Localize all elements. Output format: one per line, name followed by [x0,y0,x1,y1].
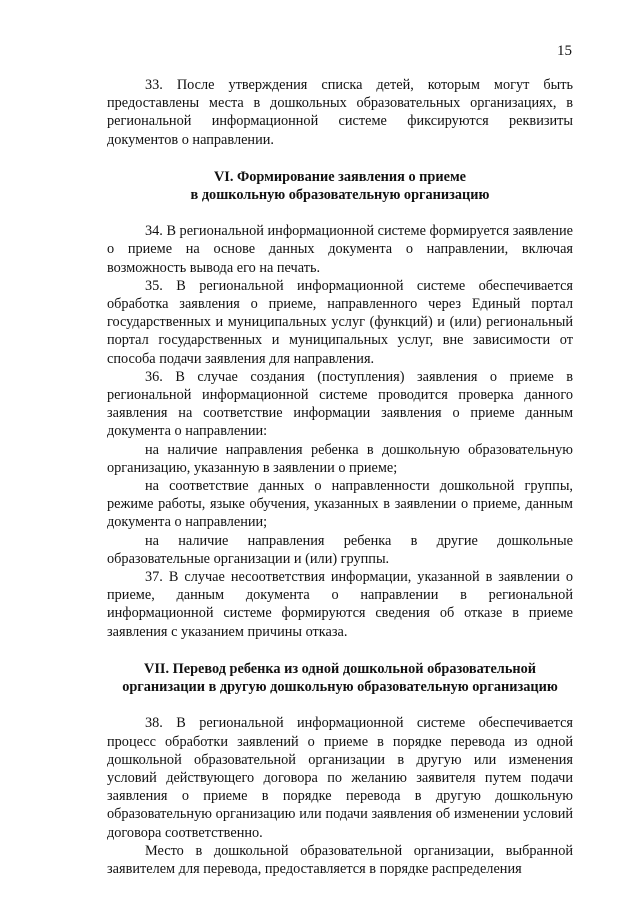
paragraph-35: 35. В региональной информационной системе обеспечивается обработка заявления о приеме, направленного через Единый портал государственных и муниципальных услуг (функций) и (или) региональный портал государственных и муниципальных услуг, вне зависимости от способа подачи заявления для направления. [107,277,573,367]
paragraph-38: 38. В региональной информационной системе обеспечивается процесс обработки заявлений о приеме в порядке перевода из одной дошкольной образовательной организации в другую или изменения условий действующего договора по желанию заявителя путем подачи заявления о приеме в порядке перевода в другую дошкольную образовательную организацию или подачи заявления об изменении условий договора соответственно. [107,715,573,841]
section-heading-vii-line2: организации в другую дошкольную образовательную организацию [122,679,558,696]
paragraph-36-item-a: на наличие направления ребенка в дошкольную образовательную организацию, указанную в заявлении о приеме; [107,441,573,476]
paragraph-34: 34. В региональной информационной системе формируется заявление о приеме на основе данных документа о направлении, включая возможность вывода его на печать. [107,223,573,276]
paragraph-36-item-b: на соответствие данных о направленности дошкольной группы, режиме работы, языке обучения, указанных в заявлении о приеме, данным документа о направлении; [107,478,573,531]
paragraph-38-continued: Место в дошкольной образовательной организации, выбранной заявителем для перевода, предоставляется в порядке распределения [107,842,573,877]
section-heading-vii [107,660,573,696]
paragraph-33: 33. После утверждения списка детей, которым могут быть предоставлены места в дошкольных образовательных организациях, в региональной информационной системе фиксируются реквизиты документов о направлении. [107,77,573,148]
section-heading-vi [107,168,573,204]
paragraph-36: 36. В случае создания (поступления) заявления о приеме в региональной информационной системе проводится проверка данного заявления на соответствие информации заявления о приеме данным документа о направлении: [107,368,573,440]
section-heading-vi-line1: VI. Формирование заявления о приеме [213,168,467,185]
paragraph-37: 37. В случае несоответствия информации, указанной в заявлении о приеме, данным документа о направлении в региональной информационной системе формируются сведения об отказе в приеме заявления с указанием причины отказа. [107,569,573,640]
section-heading-vii-line1: VII. Перевод ребенка из одной дошкольной образовательной [144,660,536,677]
section-heading-vi-line2: в дошкольную образовательную организацию [190,187,490,204]
paragraph-36-item-c: на наличие направления ребенка в другие дошкольные образовательные организации и (или) группы. [107,532,573,567]
document-body [107,76,573,878]
page-number: 15 [557,43,572,59]
